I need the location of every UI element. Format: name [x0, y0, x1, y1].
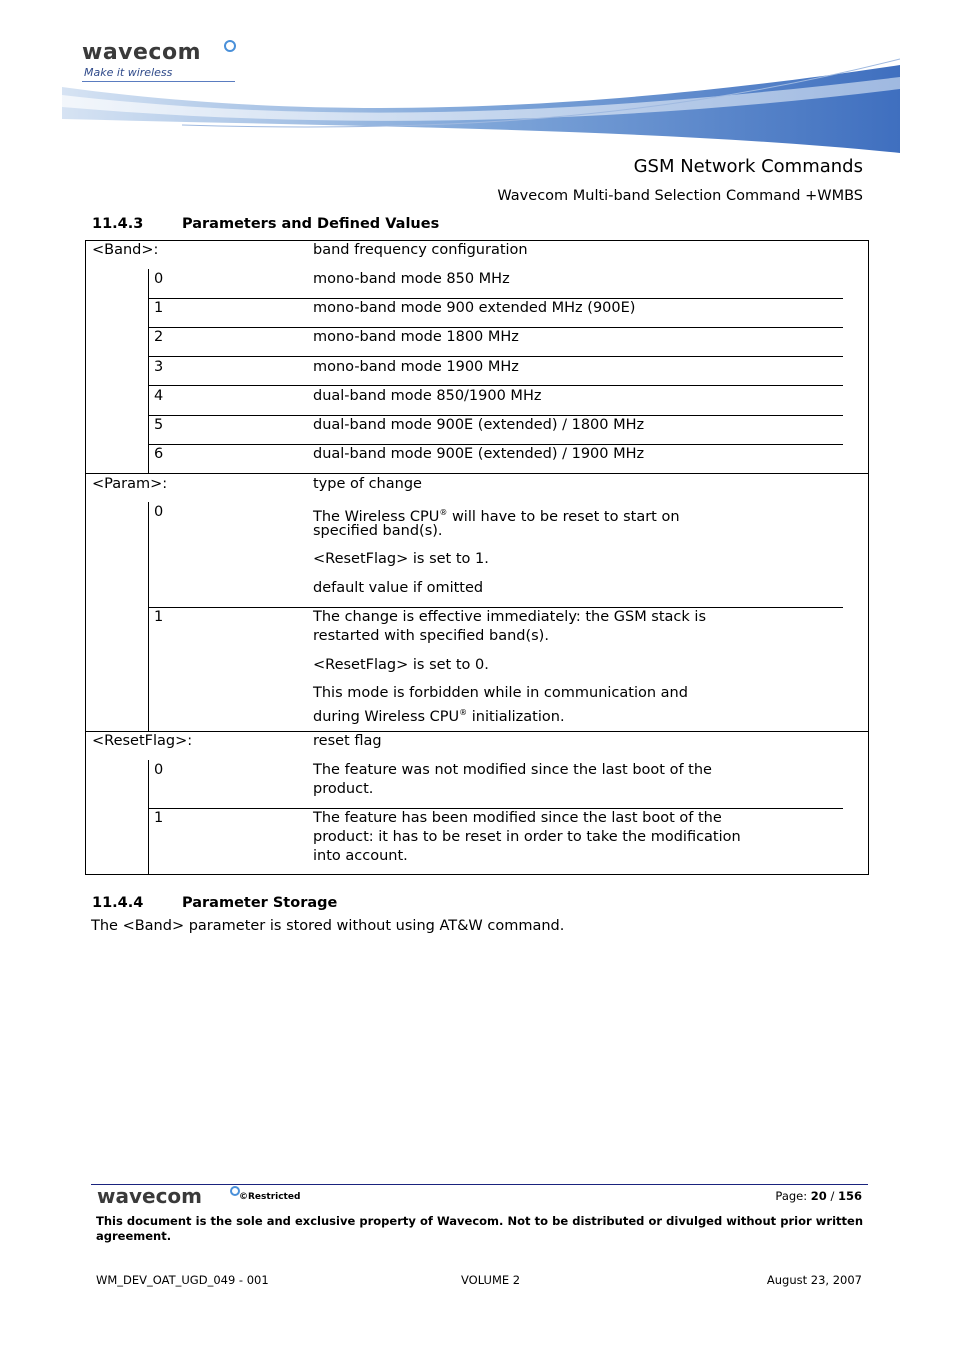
- band-value: 6: [154, 446, 164, 462]
- resetflag-value: 1: [154, 810, 164, 826]
- wavecom-logo: wavecom: [82, 40, 202, 65]
- band-value: 2: [154, 329, 164, 345]
- band-value-desc: mono-band mode 1800 MHz: [313, 329, 519, 345]
- param-value-desc: This mode is forbidden while in communication and: [313, 685, 688, 701]
- footer-rule: [91, 1184, 868, 1185]
- desc-text: will have to be reset to start on: [447, 508, 680, 525]
- param-desc-resetflag: reset flag: [313, 733, 382, 749]
- resetflag-value: 0: [154, 762, 164, 778]
- footer-doc-ref: WM_DEV_OAT_UGD_049 - 001: [96, 1273, 269, 1287]
- param-value-desc: specified band(s).: [313, 523, 443, 539]
- footer-page-number: [775, 1189, 862, 1203]
- parameters-table: [85, 240, 869, 875]
- band-value-desc: mono-band mode 850 MHz: [313, 271, 510, 287]
- footer-date: August 23, 2007: [766, 1273, 862, 1287]
- param-value-desc: restarted with specified band(s).: [313, 628, 549, 644]
- resetflag-value-desc: product: it has to be reset in order to take the modification: [313, 829, 741, 845]
- section-title: Parameters and Defined Values: [182, 216, 440, 232]
- resetflag-value-desc: product.: [313, 781, 374, 797]
- desc-text: during Wireless CPU: [313, 708, 460, 725]
- section-title: Parameter Storage: [182, 895, 338, 911]
- desc-text: The Wireless CPU: [313, 508, 440, 525]
- section-number: 11.4.3: [92, 216, 144, 232]
- band-value-desc: dual-band mode 900E (extended) / 1800 MHz: [313, 417, 645, 433]
- param-value-desc: <ResetFlag> is set to 1.: [313, 551, 489, 567]
- param-name-resetflag: <ResetFlag>:: [92, 733, 193, 749]
- section-number: 11.4.4: [92, 895, 144, 911]
- footer-wavecom-logo: wavecom: [97, 1184, 203, 1208]
- group-rule: [86, 731, 868, 732]
- band-value: 4: [154, 388, 164, 404]
- param-value-desc: <ResetFlag> is set to 0.: [313, 657, 489, 673]
- band-value: 0: [154, 271, 164, 287]
- logo-swirl-icon: [224, 40, 236, 52]
- footer-restricted: ©Restricted: [239, 1192, 301, 1202]
- param-subcolumn-rule: [148, 502, 149, 732]
- param-desc-param: type of change: [313, 476, 422, 492]
- band-value-desc: mono-band mode 1900 MHz: [313, 359, 519, 375]
- row-rule: [148, 385, 843, 386]
- resetflag-value-desc: The feature was not modified since the last boot of the: [313, 762, 712, 778]
- section-heading-storage: [92, 895, 337, 911]
- header-swoosh-graphic: [62, 55, 900, 155]
- band-value: 1: [154, 300, 164, 316]
- param-value-desc: default value if omitted: [313, 580, 484, 596]
- page-separator: /: [826, 1189, 838, 1203]
- registered-mark: ®: [459, 708, 468, 717]
- band-value: 3: [154, 359, 164, 375]
- band-value-desc: dual-band mode 900E (extended) / 1900 MHz: [313, 446, 645, 462]
- band-value-desc: mono-band mode 900 extended MHz (900E): [313, 300, 636, 316]
- page-label: Page:: [775, 1189, 811, 1203]
- header-title: GSM Network Commands: [633, 156, 863, 177]
- footer-notice: This document is the sole and exclusive property of Wavecom. Not to be distributed or divulged without prior written agreement.: [96, 1214, 863, 1243]
- resetflag-value-desc: The feature has been modified since the last boot of the: [313, 810, 722, 826]
- section-heading-parameters: [92, 216, 439, 232]
- storage-paragraph: The <Band> parameter is stored without using AT&W command.: [91, 918, 565, 934]
- param-name-band: <Band>:: [92, 242, 159, 258]
- band-value-desc: dual-band mode 850/1900 MHz: [313, 388, 542, 404]
- resetflag-value-desc: into account.: [313, 848, 408, 864]
- header-subtitle: Wavecom Multi-band Selection Command +WMBS: [497, 188, 863, 204]
- param-value: 0: [154, 504, 164, 520]
- param-value-desc: The change is effective immediately: the GSM stack is: [313, 609, 706, 625]
- resetflag-subcolumn-rule: [148, 760, 149, 875]
- band-subcolumn-rule: [148, 269, 149, 473]
- param-value: 1: [154, 609, 164, 625]
- desc-text: initialization.: [467, 708, 565, 725]
- page-current: 20: [810, 1189, 827, 1203]
- page-total: 156: [837, 1189, 862, 1203]
- param-value-desc: [313, 703, 565, 727]
- group-rule: [86, 473, 868, 474]
- footer-volume: VOLUME 2: [461, 1273, 521, 1287]
- param-name-param: <Param>:: [92, 476, 168, 492]
- band-value: 5: [154, 417, 164, 433]
- param-desc-band: band frequency configuration: [313, 242, 528, 258]
- logo-tagline: Make it wireless: [84, 66, 173, 79]
- row-rule: [148, 356, 843, 357]
- registered-mark: ®: [439, 508, 448, 517]
